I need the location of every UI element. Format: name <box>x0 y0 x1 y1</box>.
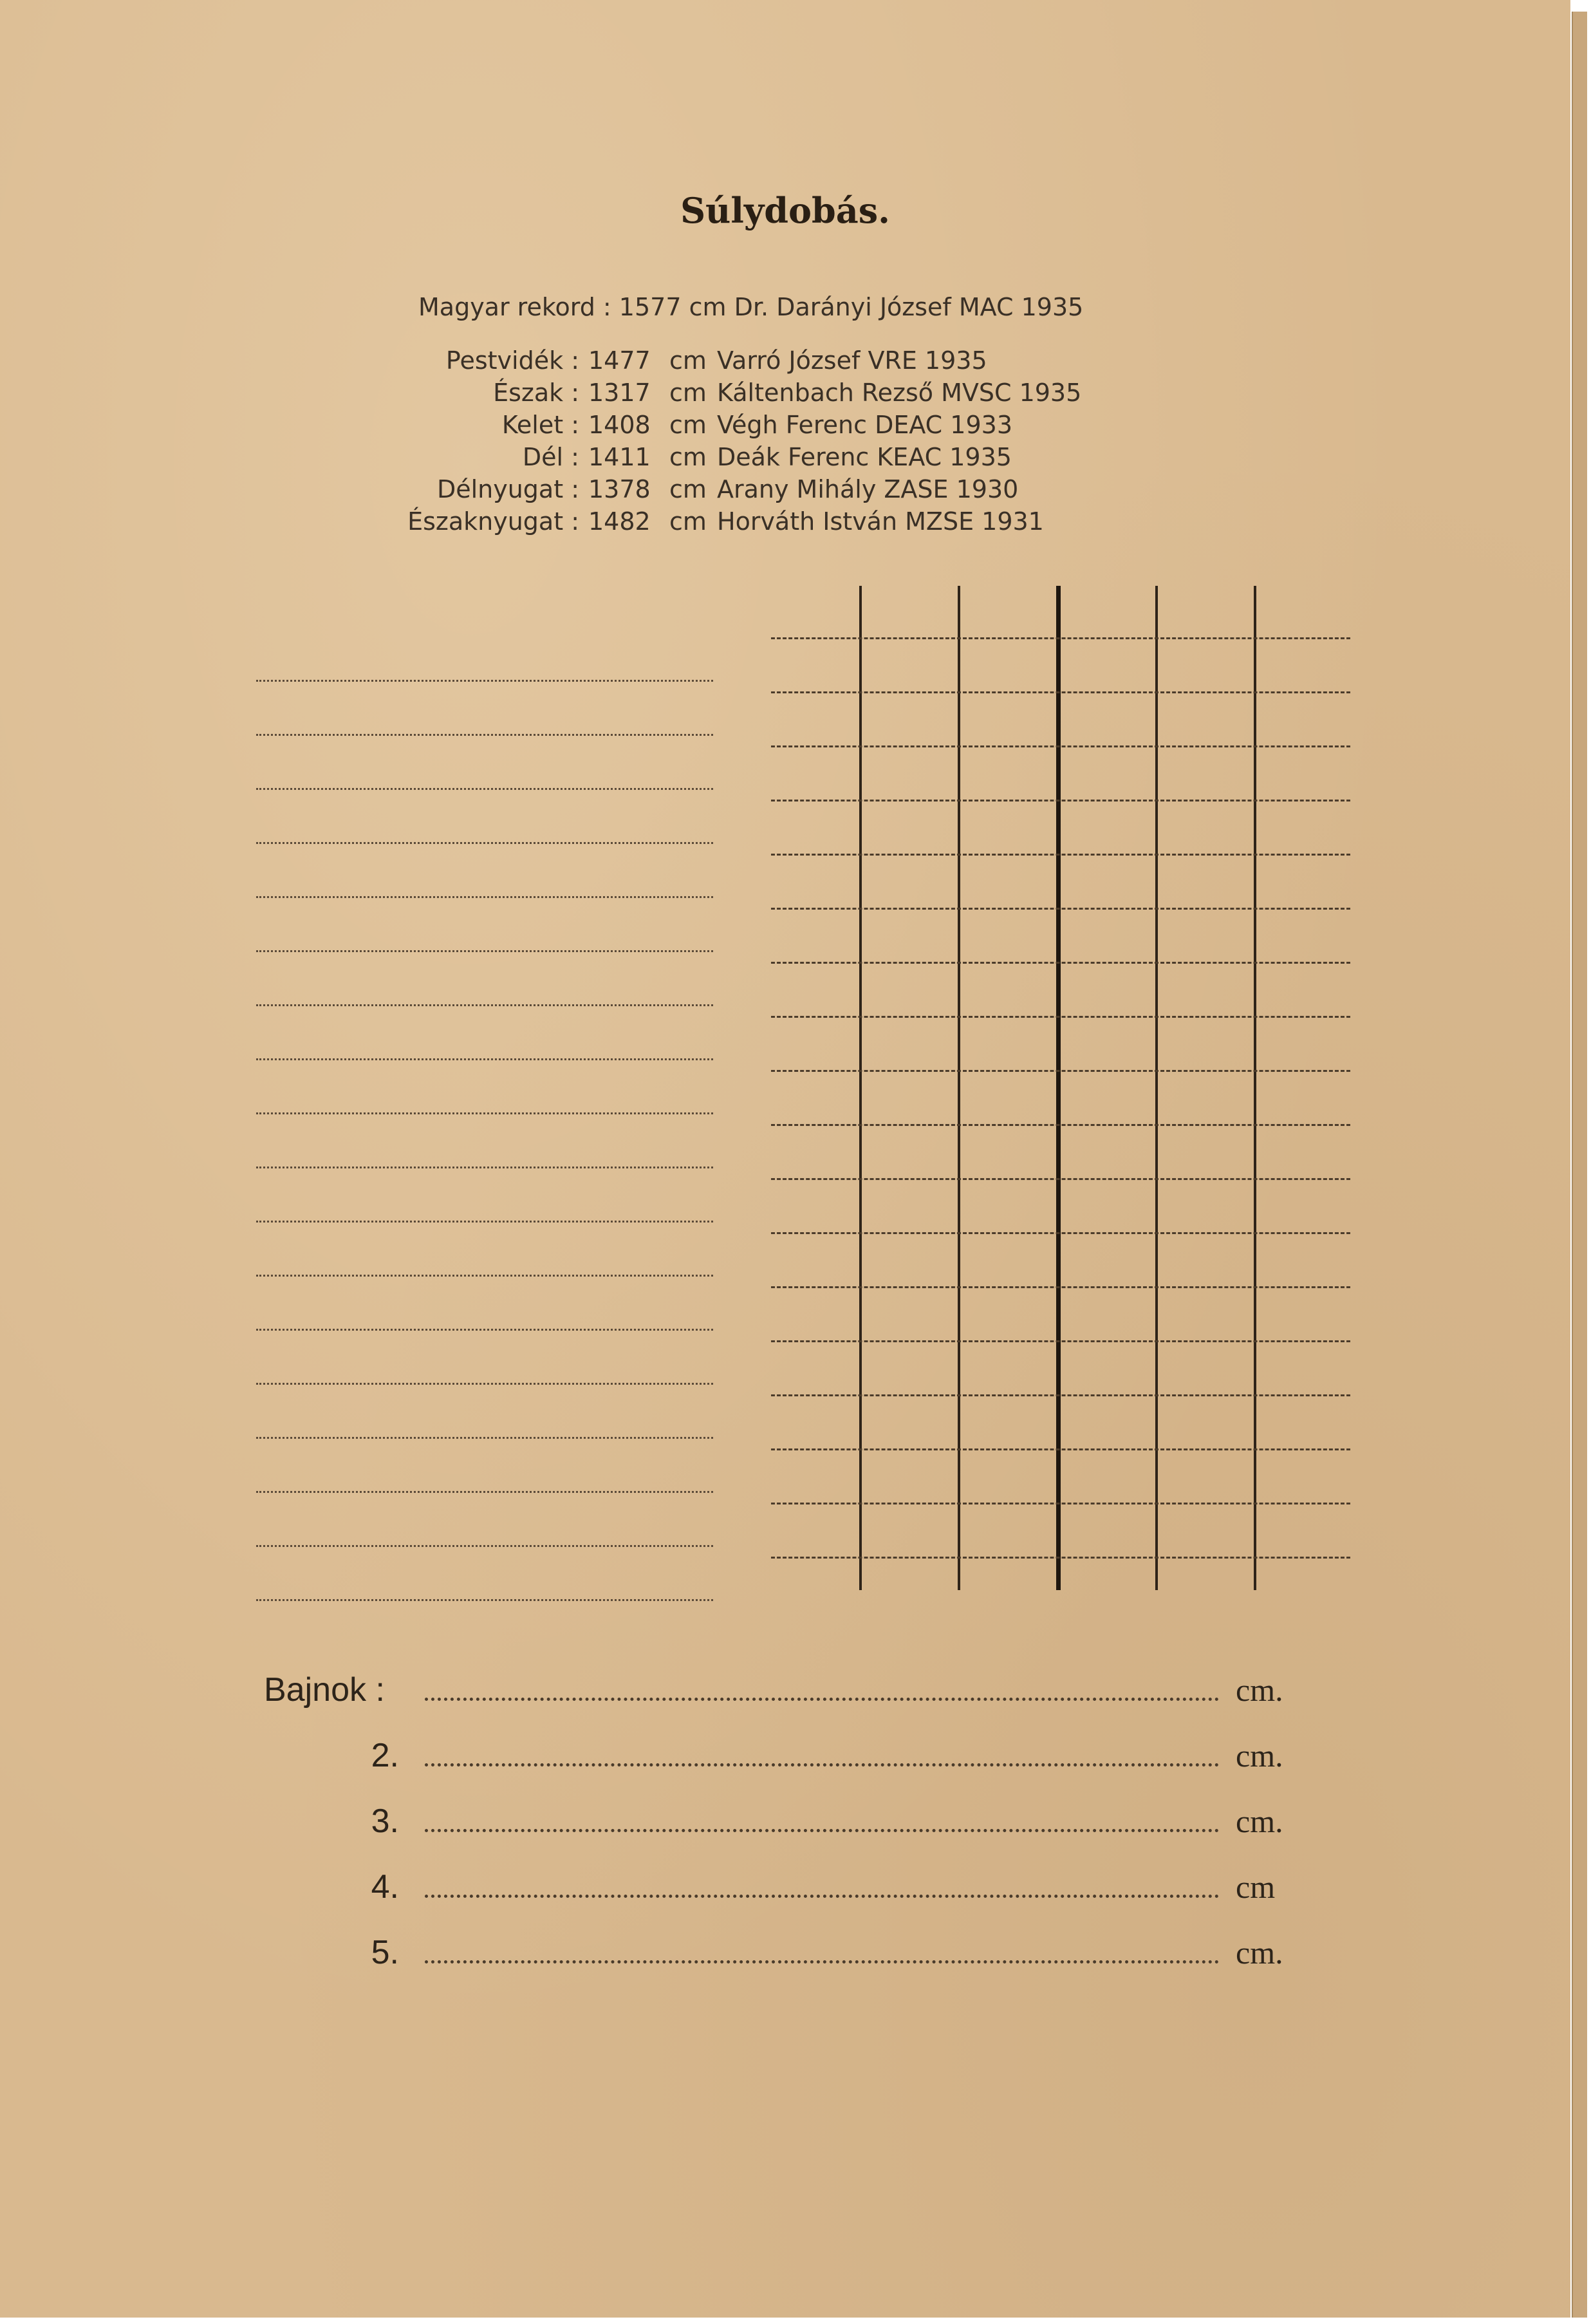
grid-row-line <box>771 854 1350 856</box>
blank-entry-line <box>256 1385 713 1439</box>
grid-row-line <box>771 691 1350 693</box>
blank-entry-line <box>256 1277 713 1331</box>
region-name: Északnyugat : <box>407 507 579 536</box>
placing-unit: cm. <box>1236 1738 1283 1774</box>
region-row <box>245 473 1081 505</box>
region-value: 1477 <box>588 346 651 375</box>
placing-unit: cm. <box>1236 1672 1283 1708</box>
region-row <box>245 505 1081 538</box>
placing-fill-line <box>425 1683 1219 1701</box>
grid-row-line <box>771 1178 1350 1180</box>
region-unit: cm <box>669 507 707 536</box>
grid-row-line <box>771 908 1350 910</box>
record-label: Magyar rekord : <box>418 293 611 321</box>
placing-label: 3. <box>371 1803 399 1840</box>
placing-row <box>264 1933 1294 1999</box>
grid-row-line <box>771 800 1350 801</box>
blank-entry-line <box>256 844 713 898</box>
grid-row-line <box>771 1503 1350 1504</box>
placing-unit: cm. <box>1236 1803 1283 1839</box>
placing-fill-line <box>425 1815 1219 1832</box>
placing-fill-line <box>425 1946 1219 1963</box>
placing-label: 4. <box>371 1868 399 1906</box>
record-holder: Dr. Darányi József MAC 1935 <box>734 293 1084 321</box>
blank-entry-line <box>256 1331 713 1385</box>
region-holder: Arany Mihály ZASE 1930 <box>717 475 1019 503</box>
region-unit: cm <box>669 379 707 407</box>
blank-entry-line <box>256 898 713 952</box>
region-holder: Végh Ferenc DEAC 1933 <box>717 411 1013 439</box>
blank-entry-line <box>256 1547 713 1601</box>
blank-entry-line <box>256 736 713 790</box>
blank-entry-line <box>256 1223 713 1277</box>
region-name: Kelet : <box>501 411 579 439</box>
regional-records <box>245 344 1081 538</box>
blank-entry-line <box>256 628 713 682</box>
region-value: 1411 <box>588 443 651 471</box>
grid-row-line <box>771 1232 1350 1234</box>
region-row <box>245 344 1081 377</box>
grid-row-line <box>771 1448 1350 1450</box>
region-name: Észak : <box>493 379 579 407</box>
region-value: 1408 <box>588 411 651 439</box>
grid-divider <box>859 586 862 1590</box>
grid-row-line <box>771 1340 1350 1342</box>
record-value: 1577 <box>619 293 682 321</box>
region-unit: cm <box>669 346 707 375</box>
grid-divider <box>1254 586 1256 1590</box>
grid-row-line <box>771 1394 1350 1396</box>
placing-row <box>264 1868 1294 1933</box>
placing-row-champion <box>264 1671 1294 1736</box>
blank-entry-line <box>256 1493 713 1547</box>
placing-unit: cm <box>1236 1869 1276 1905</box>
blank-entry-line <box>256 1006 713 1060</box>
blank-entry-line <box>256 1168 713 1223</box>
blank-entry-line <box>256 1114 713 1168</box>
competitor-name-lines <box>256 628 713 1601</box>
placing-label: 2. <box>371 1737 399 1774</box>
grid-row-line <box>771 1286 1350 1288</box>
region-holder: Varró József VRE 1935 <box>717 346 987 375</box>
region-holder: Káltenbach Rezső MVSC 1935 <box>717 379 1082 407</box>
grid-row-line <box>771 1557 1350 1559</box>
region-value: 1378 <box>588 475 651 503</box>
grid-row-line <box>771 1070 1350 1072</box>
grid-row-line <box>771 637 1350 639</box>
results-grid <box>771 586 1350 1590</box>
grid-row-line <box>771 1016 1350 1018</box>
grid-divider-thick <box>1056 586 1061 1590</box>
placing-fill-line <box>425 1749 1219 1766</box>
region-row <box>245 377 1081 409</box>
region-row <box>245 441 1081 473</box>
national-record <box>418 293 1083 321</box>
region-holder: Horváth István MZSE 1931 <box>717 507 1044 536</box>
placing-label: 5. <box>371 1934 399 1971</box>
placing-row <box>264 1802 1294 1868</box>
page-edge <box>1572 12 1587 2318</box>
region-unit: cm <box>669 443 707 471</box>
region-name: Pestvidék : <box>445 346 579 375</box>
grid-divider <box>958 586 960 1590</box>
placing-label: Bajnok : <box>264 1671 385 1709</box>
placing-row <box>264 1736 1294 1802</box>
region-value: 1482 <box>588 507 651 536</box>
region-unit: cm <box>669 411 707 439</box>
region-name: Délnyugat : <box>436 475 579 503</box>
region-unit: cm <box>669 475 707 503</box>
region-row <box>245 409 1081 441</box>
blank-entry-line <box>256 790 713 844</box>
grid-row-line <box>771 962 1350 964</box>
grid-row-line <box>771 745 1350 747</box>
grid-row-line <box>771 1124 1350 1126</box>
record-unit: cm <box>689 293 727 321</box>
placing-unit: cm. <box>1236 1935 1283 1971</box>
blank-entry-line <box>256 1060 713 1114</box>
blank-entry-line <box>256 1439 713 1493</box>
placings-list <box>264 1671 1294 1999</box>
page-title: Súlydobás. <box>680 190 890 231</box>
region-value: 1317 <box>588 379 651 407</box>
blank-entry-line <box>256 682 713 736</box>
region-holder: Deák Ferenc KEAC 1935 <box>717 443 1012 471</box>
grid-divider <box>1155 586 1158 1590</box>
blank-entry-line <box>256 952 713 1006</box>
region-name: Dél : <box>522 443 579 471</box>
placing-fill-line <box>425 1880 1219 1898</box>
